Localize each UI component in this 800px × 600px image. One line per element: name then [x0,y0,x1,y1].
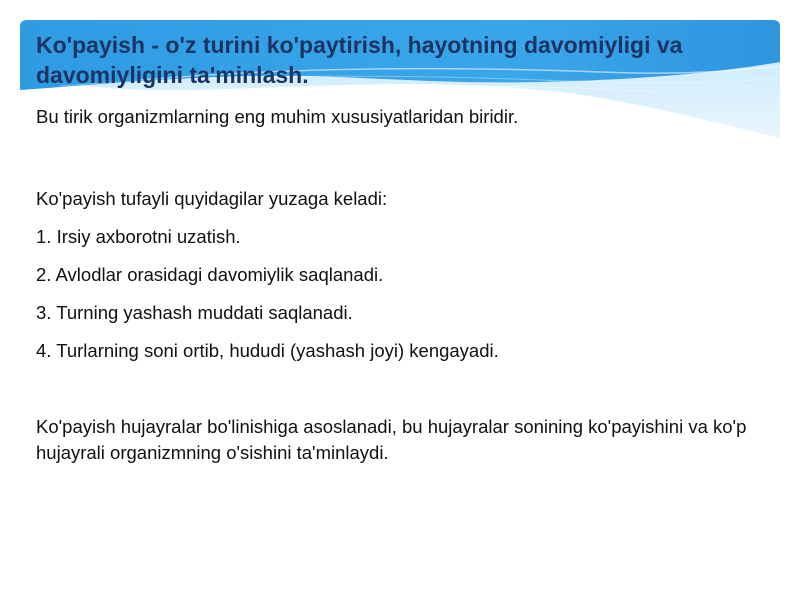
closing-text: Ko'payish hujayralar bo'linishiga asoslanadi, bu hujayralar sonining ko'payishini va ko'p hujayrali organizmning o'sishini ta'minlaydi. [36,416,747,463]
slide-title: Ko'payish - o'z turini ko'paytirish, hayotning davomiyligi va davomiyligini ta'minlash. [36,32,683,88]
causes-list [36,224,756,364]
causes-heading: Ko'payish tufayli quyidagilar yuzaga keladi: [36,188,388,209]
list-item: 2. Avlodlar orasidagi davomiylik saqlanadi. [36,264,384,285]
slide-body [36,104,756,466]
list-item: 1. Irsiy axborotni uzatish. [36,226,241,247]
intro-text: Bu tirik organizmlarning eng muhim xususiyatlaridan biridir. [36,106,519,127]
list-item: 4. Turlarning soni ortib, hududi (yashash joyi) kengayadi. [36,340,499,361]
list-item: 3. Turning yashash muddati saqlanadi. [36,302,353,323]
